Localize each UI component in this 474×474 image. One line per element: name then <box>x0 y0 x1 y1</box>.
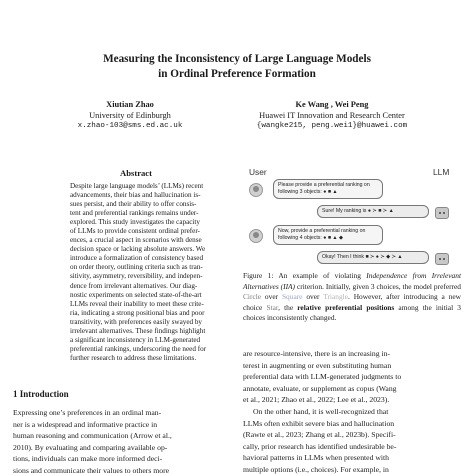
llm-reply-bubble-1: Sure! My ranking is ● ≻ ■ ≻ ▲ <box>317 205 429 218</box>
right-column-body <box>243 348 461 474</box>
abstract-line: of LLMs to provide consistent ordinal prefer- <box>70 227 200 236</box>
caption-text: Figure 1: An example of violating <box>243 271 367 280</box>
intro-body <box>13 407 231 474</box>
abstract-line: ria, indicating a strong positional bias and poor <box>70 308 205 317</box>
user-prompt-bubble-1: Please provide a preferential ranking on following 3 objects: ● ■ ▲ <box>273 179 383 199</box>
abstract-line: nostic experiments on selected state-of-the-art <box>70 290 202 299</box>
figure-caption <box>243 271 461 324</box>
author-affiliation: University of Edinburgh <box>89 111 171 120</box>
body-line: multiple options (i.e., choices). For example, in <box>243 464 389 474</box>
llm-label: LLM <box>433 167 450 177</box>
body-line: are resource-intensive, there is an increasing in- <box>243 349 391 358</box>
user-avatar-icon <box>249 229 263 243</box>
author-name: Ke Wang , Wei Peng <box>295 100 369 109</box>
abstract-line: tent and preferential rankings remains under- <box>70 209 199 218</box>
caption-bold: relative preferential positions <box>297 302 395 312</box>
caption-circle: Circle <box>243 292 262 301</box>
abstract-line: further research to address these limitations. <box>70 353 197 362</box>
user-prompt-bubble-2: Now, provide a preferential ranking on following 4 objects: ● ■ ▲ ◆ <box>273 225 383 245</box>
title-line-1: Measuring the Inconsistency of Large Language Models <box>103 53 371 65</box>
figure-1 <box>243 165 461 265</box>
body-line: terest in augmenting or even substituting human <box>243 360 392 370</box>
caption-text: over <box>261 292 282 301</box>
llm-robot-icon <box>435 207 449 219</box>
caption-triangle: Triangle <box>323 292 348 301</box>
section-heading: 1 Introduction <box>13 389 69 399</box>
author-name: Xiutian Zhao <box>106 100 154 109</box>
intro-line: human reasoning and communication (Arrow et al., <box>13 431 172 441</box>
abstract-line: LLMs reveal their inability to meet these crite- <box>70 299 204 308</box>
caption-star: Star <box>266 302 279 312</box>
author-affiliation: Huawei IT Innovation and Research Center <box>259 111 405 120</box>
abstract-line: on order theory, outlining criteria such as tran- <box>70 263 203 272</box>
user-label: User <box>249 167 267 177</box>
intro-line: sions and communicate their values to others more <box>13 465 170 474</box>
caption-text: . However, after introducing a new choice <box>243 292 461 312</box>
user-avatar-icon <box>249 183 263 197</box>
abstract-line: transitivity, with preferences easily swayed by <box>70 317 202 326</box>
caption-text: criterion. Initially, given 3 choices, the model preferred <box>295 281 461 291</box>
abstract-line: ences, a crucial aspect in scenarios with dense <box>70 236 202 245</box>
abstract-line: introduce a formalization of consistency based <box>70 254 204 263</box>
caption-text: over <box>302 292 324 301</box>
body-line: et al., 2021; Zhao et al., 2022; Lee et al., 2023). <box>243 395 390 405</box>
caption-text: among the initial 3 choices inconsistently changed. <box>243 302 461 322</box>
abstract-line: Despite large language models’ (LLMs) recent <box>70 182 204 190</box>
caption-italic: Independence from Irrelevant Alternatives (IIA) <box>243 271 461 291</box>
caption-text: , the <box>278 302 298 312</box>
body-line: annotate, evaluate, or supplement as copus (Wang <box>243 383 397 393</box>
abstract-line: dence from irrelevant alternatives. Our diag- <box>70 281 198 290</box>
abstract-heading: Abstract <box>120 168 152 178</box>
intro-line: ner is a widespread and informative practice in <box>13 419 158 429</box>
llm-robot-icon <box>435 253 449 265</box>
abstract-line: advancements, their bias and hallucination is- <box>70 191 201 200</box>
author-block-2 <box>212 99 452 132</box>
author-email: {wangke215, peng.wei1}@huawei.com <box>256 122 408 130</box>
intro-line: Expressing one’s preferences in an ordinal man- <box>13 408 162 417</box>
abstract-line: sitivity, asymmetry, reversibility, and indepen- <box>70 272 203 281</box>
llm-reply-bubble-2: Okay! Then I think ■ ≻ ● ≻ ◆ ≻ ▲ <box>317 251 429 264</box>
abstract-line: preferential rankings, underscoring the need for <box>70 344 207 353</box>
abstract-line: irrelevant alternatives. These findings highlight <box>70 326 206 335</box>
caption-square: Square <box>281 292 303 301</box>
intro-line: 2010). By evaluating and comparing available op- <box>13 442 168 452</box>
abstract-line: sues persist, and their ability to offer consis- <box>70 200 197 209</box>
title-line-2: in Ordinal Preference Formation <box>158 68 316 80</box>
author-email: x.zhao-103@sms.ed.ac.uk <box>77 122 183 130</box>
intro-line: tions, individuals can make more informed deci- <box>13 454 163 464</box>
abstract-line: explored. This study investigates the capacity <box>70 218 200 227</box>
body-line: preferential data with LLM-generated judgments to <box>243 372 402 382</box>
abstract-body <box>70 182 240 363</box>
body-line: cally, prior research has identified undesirable be- <box>243 441 397 451</box>
body-line: havioral patterns in LLMs when presented with <box>243 453 390 463</box>
abstract-line: decision space or lacking absolute answers. We <box>70 245 206 254</box>
abstract-line: a significant inconsistency in LLM-generated <box>70 335 201 344</box>
body-line: On the other hand, it is well-recognized that <box>253 406 389 416</box>
author-block-1 <box>60 99 200 132</box>
body-line: LLMs often exhibit severe bias and hallucination <box>243 418 395 428</box>
body-line: (Rawte et al., 2023; Zhang et al., 2023b). Specifi- <box>243 430 396 440</box>
paper-title <box>40 52 434 82</box>
